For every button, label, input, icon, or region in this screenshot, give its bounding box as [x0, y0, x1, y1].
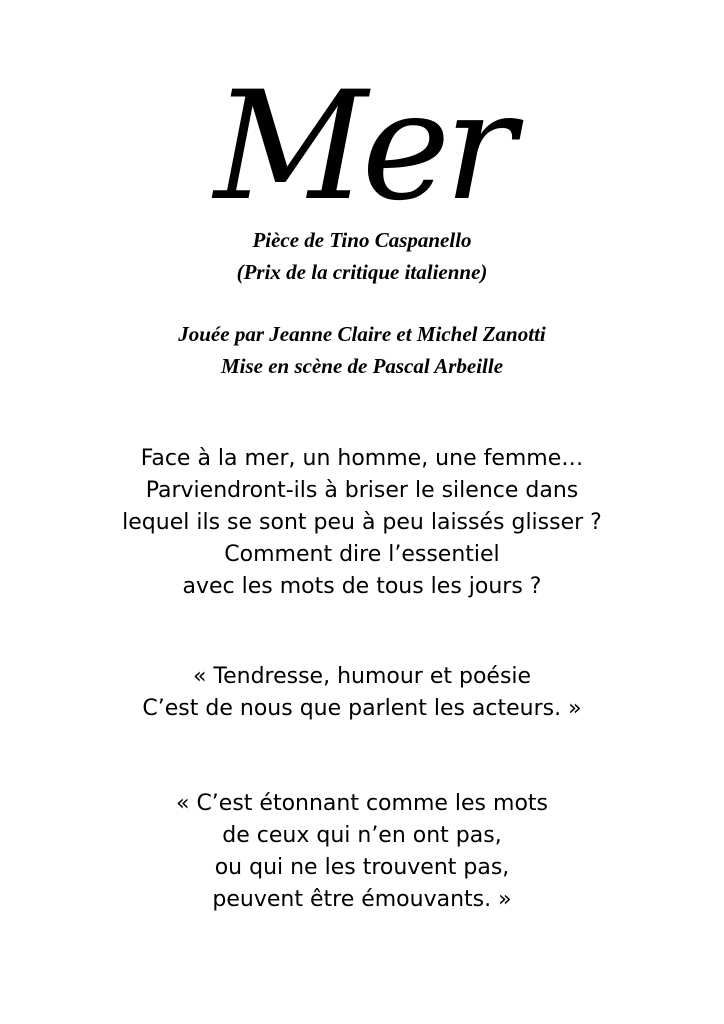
- quote-line: « Tendresse, humour et poésie: [192, 664, 532, 689]
- play-title: Mer: [213, 60, 511, 234]
- quote-line: « C’est étonnant comme les mots: [175, 791, 548, 816]
- actors-line: Jouée par Jeanne Claire et Michel Zanotti: [178, 322, 546, 346]
- synopsis-line: avec les mots de tous les jours ?: [182, 574, 542, 599]
- review-quote-2: [0, 788, 724, 916]
- synopsis-line: Comment dire l’essentiel: [224, 542, 500, 567]
- synopsis: [0, 443, 724, 603]
- synopsis-line: lequel ils se sont peu à peu laissés glisser ?: [122, 510, 602, 535]
- review-quote-1: [0, 661, 724, 725]
- synopsis-line: Face à la mer, un homme, une femme…: [140, 446, 584, 471]
- quote-line: ou qui ne les trouvent pas,: [214, 855, 510, 880]
- director-line: Mise en scène de Pascal Arbeille: [220, 354, 504, 378]
- author-line: Pièce de Tino Caspanello: [252, 228, 472, 252]
- quote-line: C’est de nous que parlent les acteurs. »: [142, 696, 582, 721]
- quote-line: peuvent être émouvants. »: [212, 887, 512, 912]
- quote-line: de ceux qui n’en ont pas,: [222, 823, 502, 848]
- cast-credits: [0, 318, 724, 382]
- author-credits: [0, 224, 724, 288]
- synopsis-line: Parviendront-ils à briser le silence dans: [145, 478, 579, 503]
- award-line: (Prix de la critique italienne): [236, 260, 488, 284]
